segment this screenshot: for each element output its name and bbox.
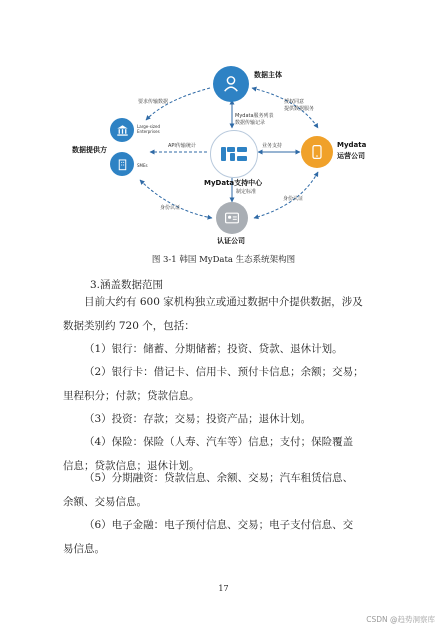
- sme-node: [110, 152, 134, 176]
- watermark: CSDN @趋势洞察库: [366, 615, 435, 624]
- data-provider-group: [110, 118, 164, 182]
- mydata-logo-icon: [220, 144, 248, 164]
- mydata-center-node: [210, 130, 258, 178]
- edge-authorize-2: 提供数据服务: [284, 106, 315, 112]
- paragraph-line: （4）保险：保险（人寿、汽车等）信息；支付；保险覆盖: [84, 436, 354, 448]
- certifier-label: 认证公司: [217, 237, 245, 245]
- section-heading: 3.涵盖数据范围: [90, 279, 164, 291]
- bank-icon: [116, 124, 129, 137]
- phone-icon: [309, 144, 325, 160]
- mydata-ecosystem-diagram: [0, 0, 447, 250]
- paragraph: [63, 467, 385, 514]
- operator-node: [301, 136, 333, 168]
- data-subject-node: [213, 66, 249, 102]
- paragraph-line: 目前大约有 600 家机构独立或通过数据中介提供数据，涉及: [84, 296, 363, 308]
- paragraph-line: （5）分期融资：贷款信息、余额、交易；汽车租赁信息、: [84, 472, 354, 484]
- paragraph: [63, 338, 385, 362]
- edge-service-1: Mydata服务列表: [235, 113, 274, 119]
- edge-auth-left: 身份认证: [160, 205, 181, 211]
- operator-label-line2: 运营公司: [337, 152, 365, 160]
- center-label: MyData支持中心: [204, 179, 263, 187]
- edge-api-stats: API传输统计: [168, 143, 196, 149]
- user-icon: [222, 75, 240, 93]
- building-icon: [116, 158, 129, 171]
- arrow-provider-certifier: [140, 180, 212, 218]
- figure-caption: 图 3-1 韩国 MyData 生态系统架构图: [151, 255, 296, 265]
- paragraph-line: 信息；贷款信息；退休计划。: [63, 459, 200, 472]
- id-card-icon: [224, 210, 240, 226]
- edge-request-transfer: 要求传输数据: [138, 99, 169, 105]
- edge-auth-right: 身份认证: [283, 196, 304, 202]
- paragraph: [63, 514, 385, 561]
- operator-label-line1: Mydata: [337, 141, 367, 149]
- large-enterprise-node: [110, 118, 134, 142]
- paragraph-line: 余额、交易信息。: [63, 495, 147, 508]
- data-provider-label: 数据提供方: [72, 146, 107, 154]
- page-number: 17: [218, 584, 229, 593]
- paragraph: [63, 361, 385, 408]
- paragraph: [63, 408, 385, 432]
- edge-service-2: 数据传输记录: [235, 120, 266, 126]
- arrow-operator-certifier: [254, 172, 318, 218]
- edge-set-standard: 制定标准: [236, 189, 257, 195]
- paragraph-line: 易信息。: [63, 542, 105, 555]
- large-enterprise-label: Large-sized Enterprises: [137, 124, 160, 134]
- data-subject-label: 数据主体: [254, 71, 282, 79]
- certifier-node: [216, 202, 248, 234]
- paragraph: [63, 291, 385, 338]
- paragraph-line: （1）银行：储蓄、分期储蓄；投资、贷款、退休计划。: [84, 343, 343, 355]
- paragraph-line: （2）银行卡：借记卡、信用卡、预付卡信息；余额；交易；: [84, 366, 364, 378]
- edge-authorize-1: 授权同意: [284, 99, 305, 105]
- sme-label: SMEs: [137, 163, 148, 168]
- paragraph-line: 里程积分；付款；贷款信息。: [63, 389, 200, 402]
- paragraph-line: （6）电子金融：电子预付信息、交易；电子支付信息、交: [84, 519, 354, 531]
- edge-business-support: 业务支持: [262, 143, 283, 149]
- paragraph-line: （3）投资：存款；交易；投资产品；退休计划。: [84, 413, 312, 425]
- paragraph-line: 数据类别约 720 个，包括：: [63, 319, 195, 332]
